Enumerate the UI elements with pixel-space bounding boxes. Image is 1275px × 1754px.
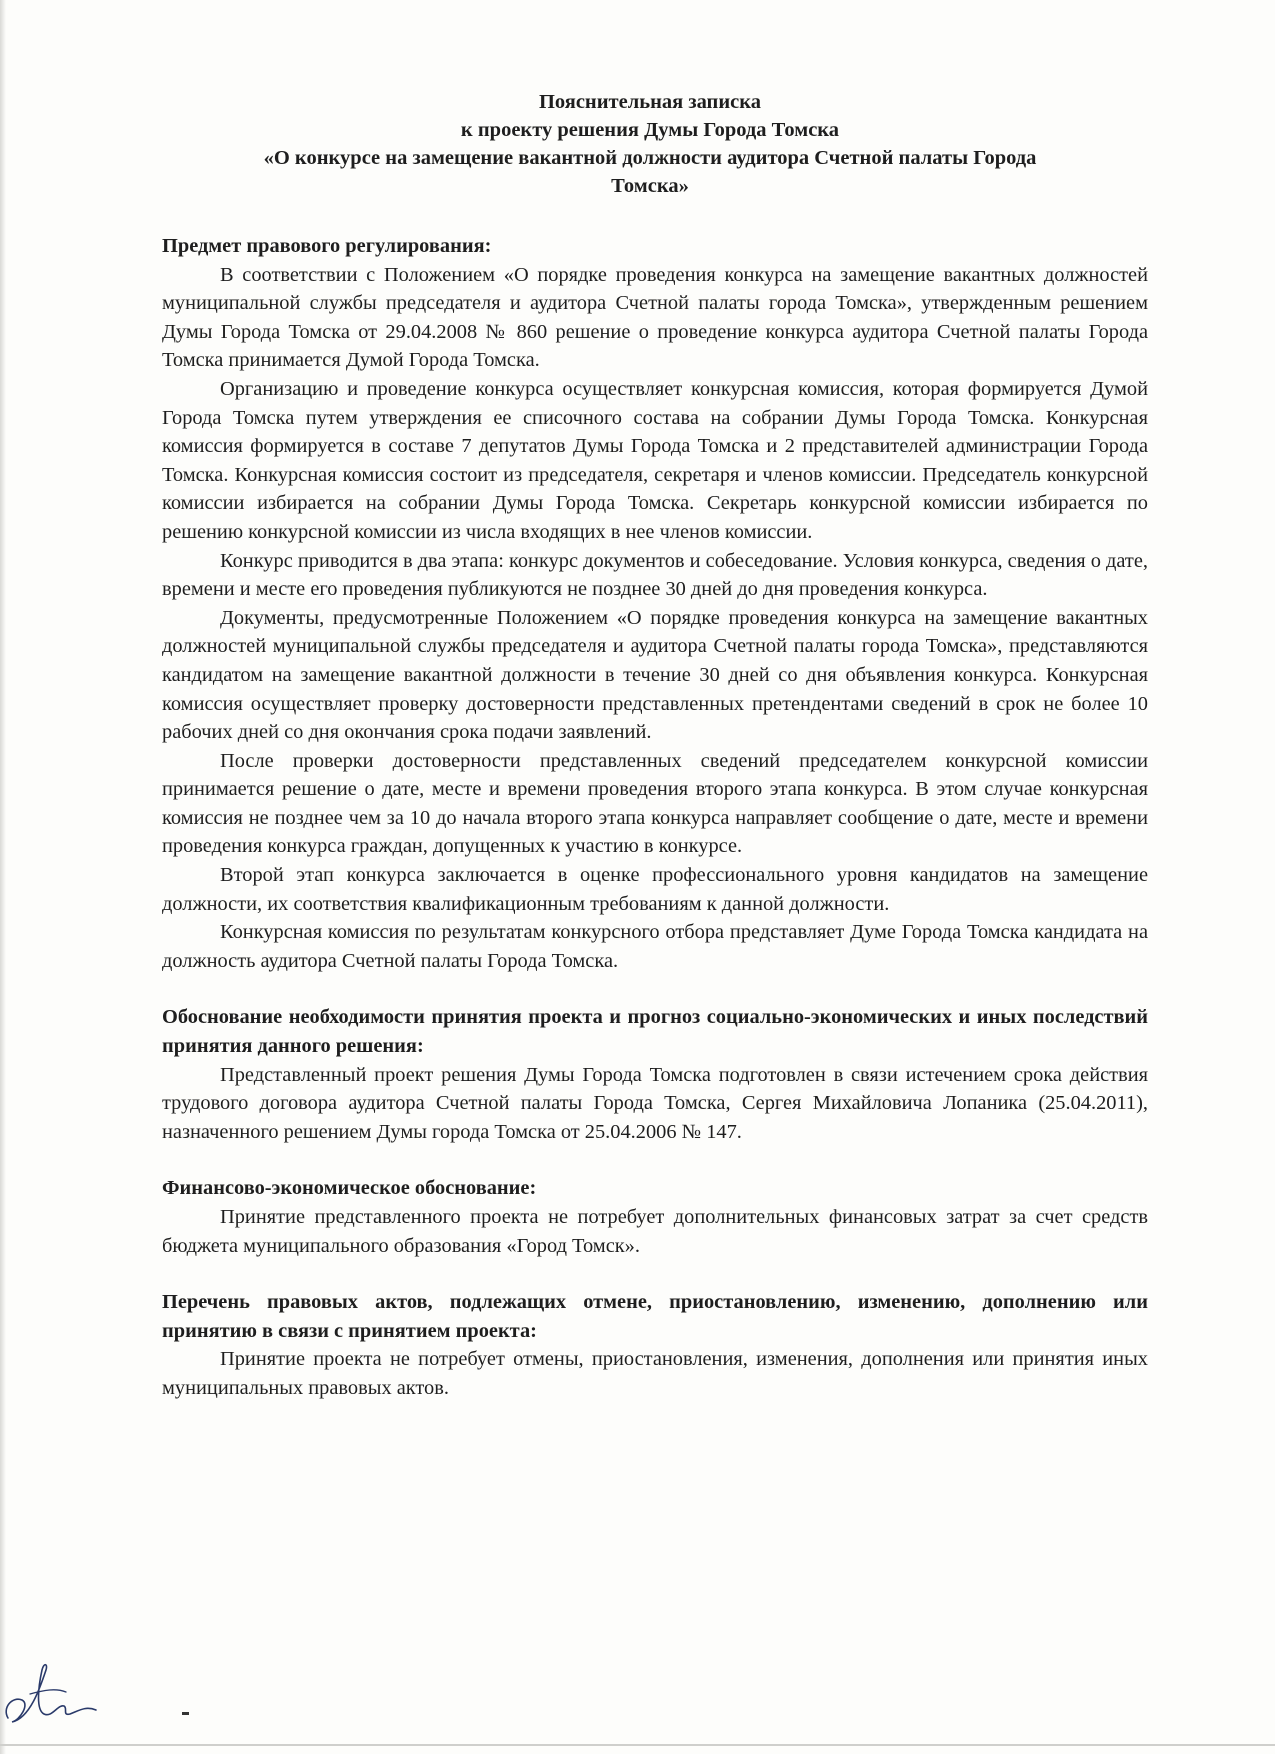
paragraph: Второй этап конкурса заключается в оценке профессионального уровня кандидатов на замещение должности, их соответствия квалификационным требованиям к данной должности. (162, 864, 1148, 915)
document-title (150, 88, 1150, 200)
section-financial (162, 1174, 1148, 1260)
paragraph: Представленный проект решения Думы Города Томска подготовлен в связи истечением срока действия трудового договора аудитора Счетной палаты Города Томска, Сергея Михайловича Лопаника (25.04.2011), назначенного решением Думы города Томска от 25.04.2006 № 147. (162, 1063, 1148, 1143)
paragraph: Документы, предусмотренные Положением «О порядке проведения конкурса на замещение вакантных должностей муниципальной службы председателя и аудитора Счетной палаты города Томска», представляются кандидатом на замещение вакантной должности в течение 30 дней со дня объявления конкурса. Конкурсная комиссия осуществляет проверку достоверности представленных претендентами сведений в срок не более 10 рабочих дней со дня окончания срока подачи заявлений. (162, 606, 1148, 744)
title-line-1: Пояснительная записка (538, 91, 762, 113)
paragraph: В соответствии с Положением «О порядке проведения конкурса на замещение вакантных должностей муниципальной службы председателя и аудитора Счетной палаты города Томска», утвержденным решением Думы Города Томска от 29.04.2008 № 860 решение о проведение конкурса аудитора Счетной палаты Города Томска принимается Думой Города Томска. (162, 263, 1148, 372)
section-heading: Финансово-экономическое обоснование: (162, 1177, 537, 1200)
paragraph: Принятие проекта не потребует отмены, приостановления, изменения, дополнения или принятия иных муниципальных правовых актов. (162, 1348, 1148, 1399)
section-legal-acts (162, 1288, 1148, 1402)
title-line-3: «О конкурсе на замещение вакантной должности аудитора Счетной палаты Города (263, 147, 1037, 169)
section-heading: Предмет правового регулирования: (162, 235, 492, 257)
section-heading: Перечень правовых актов, подлежащих отмене, приостановлению, изменению, дополнению или принятию в связи с принятием проекта: (162, 1291, 1148, 1342)
title-line-2: к проекту решения Думы Города Томска (460, 119, 840, 141)
section-justification (162, 1003, 1148, 1146)
paragraph: Конкурс приводится в два этапа: конкурс документов и собеседование. Условия конкурса, сведения о дате, времени и месте его проведения публикуются не позднее 30 дней до дня проведения конкурса. (162, 549, 1148, 601)
section-legal-subject (162, 232, 1148, 975)
paragraph: После проверки достоверности представленных сведений председателем конкурсной комиссии принимается решение о дате, месте и времени проведения второго этапа конкурса. В этом случае конкурсная комиссия не позднее чем за 10 до начала второго этапа конкурса направляет сообщение о дате, месте и времени проведения конкурса граждан, допущенных к участию в конкурсе. (162, 749, 1148, 858)
paragraph: Конкурсная комиссия по результатам конкурсного отбора представляет Думе Города Томска кандидата на должность аудитора Счетной палаты Города Томска. (162, 921, 1148, 972)
scan-edge-shadow (0, 0, 6, 1754)
paragraph: Принятие представленного проекта не потребует дополнительных финансовых затрат за счет средств бюджета муниципального образования «Город Томск». (162, 1206, 1148, 1257)
handwritten-signature (0, 1648, 120, 1738)
scan-bottom-edge (0, 1744, 1275, 1746)
document-body (162, 232, 1148, 1403)
paragraph: Организацию и проведение конкурса осуществляет конкурсная комиссия, которая формируется Думой Города Томска путем утверждения ее списочного состава на собрании Думы Города Томска. Конкурсная комиссия формируется в составе 7 депутатов Думы Города Томска и 2 представителей администрации Города Томска. Конкурсная комиссия состоит из председателя, секретаря и членов комиссии. Председатель конкурсной комиссии избирается на собрании Думы Города Томска. Секретарь конкурсной комиссии избирается по решению конкурсной комиссии из числа входящих в нее членов комиссии. (162, 377, 1148, 543)
title-line-4: Томска» (611, 175, 689, 197)
scan-mark (182, 1712, 189, 1715)
section-heading: Обоснование необходимости принятия проекта и прогноз социально-экономических и иных последствий принятия данного решения: (162, 1006, 1148, 1058)
